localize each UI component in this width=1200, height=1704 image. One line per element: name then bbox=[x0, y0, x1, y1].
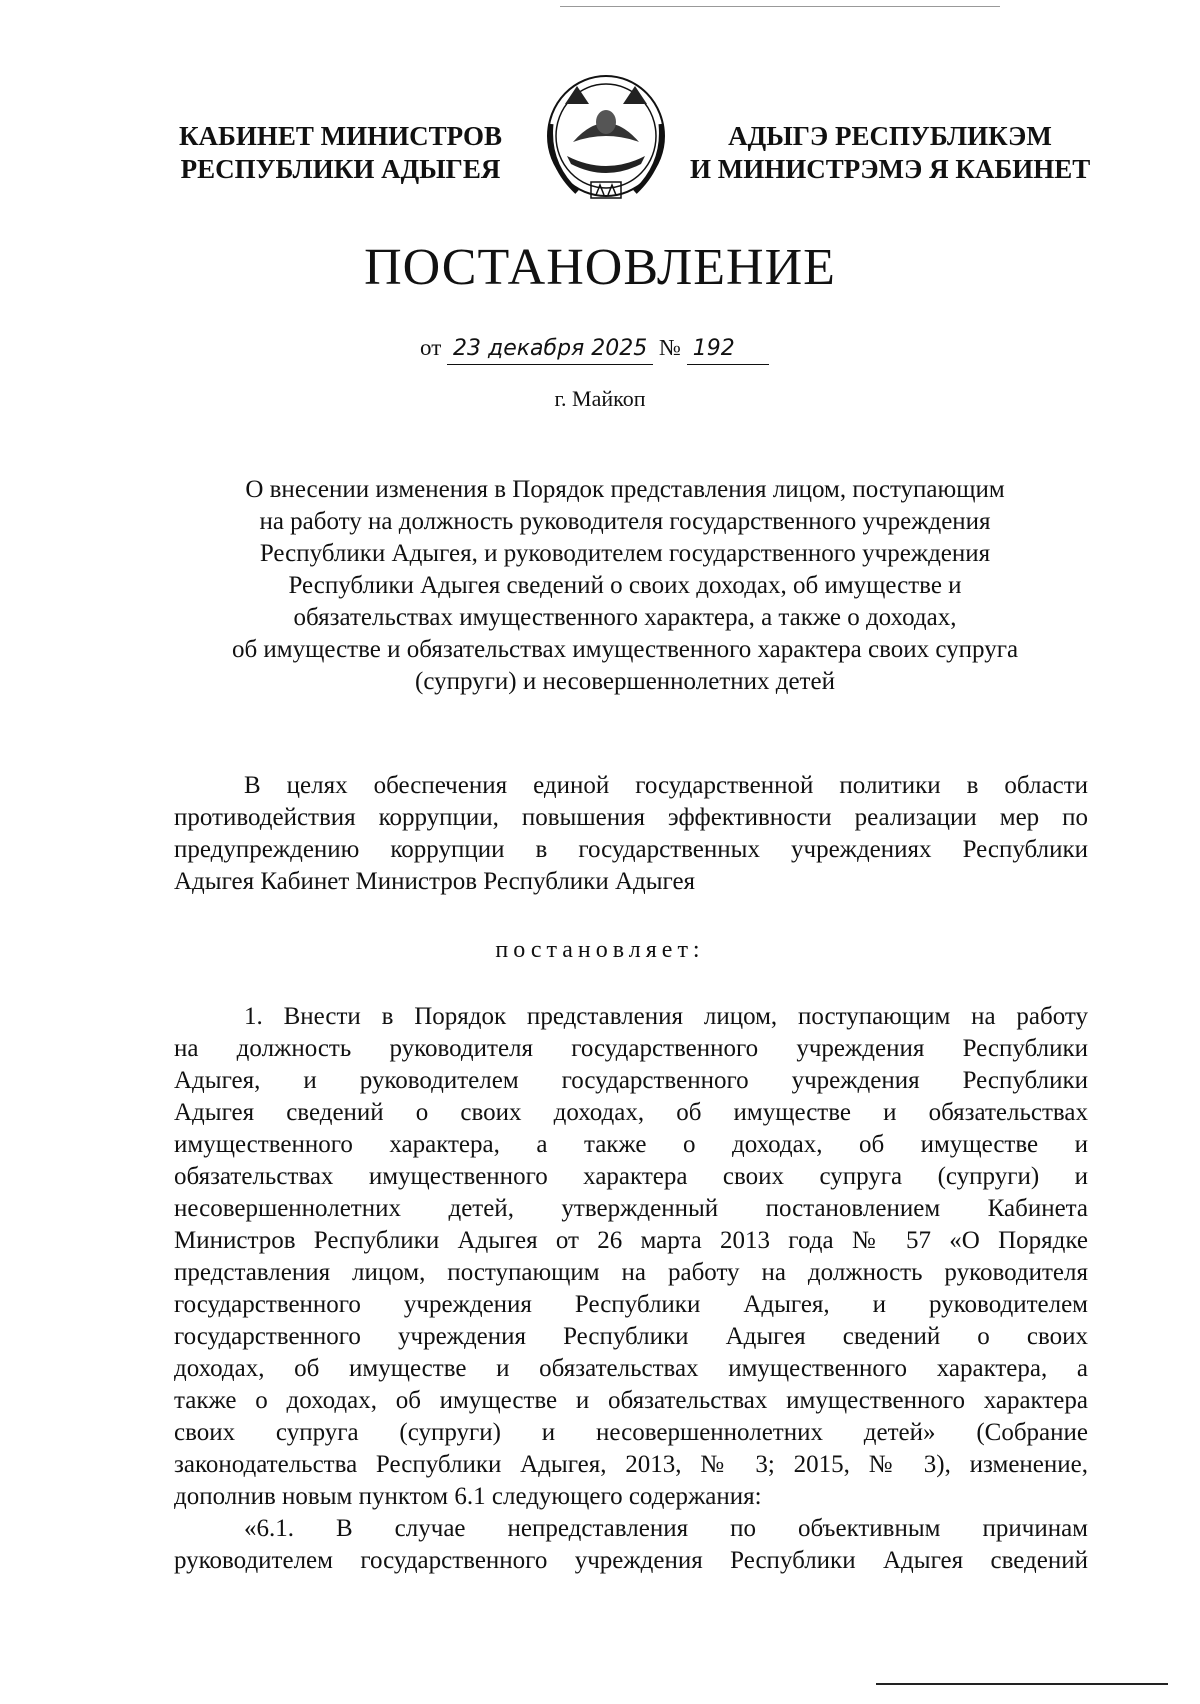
issuer-name-russian bbox=[168, 120, 513, 186]
scan-artifact-top bbox=[560, 6, 1000, 7]
clause-line: 1. Внести в Порядок представления лицом, поступающим на работу bbox=[244, 1003, 1088, 1030]
clause-line: законодательства Республики Адыгея, 2013, № 3; 2015, № 3), изменение, bbox=[174, 1451, 1088, 1478]
issuer-name-adyghe-line2: И МИНИСТРЭМЭ Я КАБИНЕТ bbox=[690, 154, 1091, 184]
clause-line: «6.1. В случае непредставления по объективным причинам bbox=[244, 1515, 1088, 1542]
subject-line: на работу на должность руководителя государственного учреждения bbox=[259, 508, 991, 535]
clause-line: несовершеннолетних детей, утвержденный постановлением Кабинета bbox=[174, 1195, 1088, 1222]
subject-line: обязательствах имущественного характера, а также о доходах, bbox=[293, 604, 957, 631]
subject-line: Республики Адыгея сведений о своих доходах, об имуществе и bbox=[288, 572, 962, 599]
issuer-name-russian-line1: КАБИНЕТ МИНИСТРОВ bbox=[178, 121, 503, 151]
clause-line: своих супруга (супруги) и несовершеннолетних детей» (Собрание bbox=[174, 1419, 1088, 1446]
document-subject bbox=[170, 474, 1080, 698]
preamble-line: Адыгея Кабинет Министров Республики Адыгея bbox=[174, 868, 696, 895]
resolves-heading: постановляет: bbox=[495, 937, 705, 963]
clause-line: руководителем государственного учреждения Республики Адыгея сведений bbox=[174, 1547, 1088, 1574]
clause-line: государственного учреждения Республики Адыгея, и руководителем bbox=[174, 1291, 1088, 1318]
preamble-line: предупреждению коррупции в государственных учреждениях Республики bbox=[174, 836, 1088, 863]
date-prefix: от bbox=[420, 335, 442, 360]
number-prefix: № bbox=[659, 335, 681, 360]
issuer-name-adyghe-line1: АДЫГЭ РЕСПУБЛИКЭМ bbox=[728, 121, 1052, 151]
clause-line: государственного учреждения Республики Адыгея сведений о своих bbox=[174, 1323, 1088, 1350]
clause-line: обязательствах имущественного характера своих супруга (супруги) и bbox=[174, 1163, 1088, 1190]
document-date: 23 декабря 2025 bbox=[447, 334, 653, 365]
document-title: ПОСТАНОВЛЕНИЕ bbox=[364, 239, 836, 296]
clause-line: дополнив новым пунктом 6.1 следующего содержания: bbox=[174, 1483, 762, 1510]
clause-line: Министров Республики Адыгея от 26 марта 2013 года № 57 «О Порядке bbox=[174, 1227, 1088, 1254]
clause-line: на должность руководителя государственного учреждения Республики bbox=[174, 1035, 1088, 1062]
city: г. Майкоп bbox=[554, 386, 646, 411]
adygea-coat-of-arms-icon bbox=[537, 64, 675, 212]
clause-line: также о доходах, об имуществе и обязательствах имущественного характера bbox=[174, 1387, 1088, 1414]
subject-line: О внесении изменения в Порядок представления лицом, поступающим bbox=[245, 476, 1005, 503]
document-number: 192 bbox=[687, 334, 769, 365]
clause-line: имущественного характера, а также о доходах, об имуществе и bbox=[174, 1131, 1088, 1158]
clause-1-paragraph bbox=[174, 1001, 1088, 1577]
issuer-name-russian-line2: РЕСПУБЛИКИ АДЫГЕЯ bbox=[180, 154, 501, 184]
clause-line: Адыгея сведений о своих доходах, об имуществе и обязательствах bbox=[174, 1099, 1088, 1126]
issuer-name-adyghe bbox=[690, 120, 1090, 186]
subject-line: (супруги) и несовершеннолетних детей bbox=[415, 668, 835, 695]
date-number-line bbox=[420, 333, 769, 365]
clause-line: Адыгея, и руководителем государственного учреждения Республики bbox=[174, 1067, 1088, 1094]
scan-artifact-bottom bbox=[876, 1683, 1168, 1685]
preamble-line: противодействия коррупции, повышения эффективности реализации мер по bbox=[174, 804, 1088, 831]
subject-line: об имуществе и обязательствах имущественного характера своих супруга bbox=[231, 636, 1019, 663]
preamble-paragraph bbox=[174, 770, 1088, 898]
preamble-line: В целях обеспечения единой государственной политики в области bbox=[244, 772, 1088, 799]
clause-line: доходах, об имуществе и обязательствах имущественного характера, а bbox=[174, 1355, 1088, 1382]
subject-line: Республики Адыгея, и руководителем государственного учреждения bbox=[259, 540, 991, 567]
clause-line: представления лицом, поступающим на работу на должность руководителя bbox=[174, 1259, 1088, 1286]
